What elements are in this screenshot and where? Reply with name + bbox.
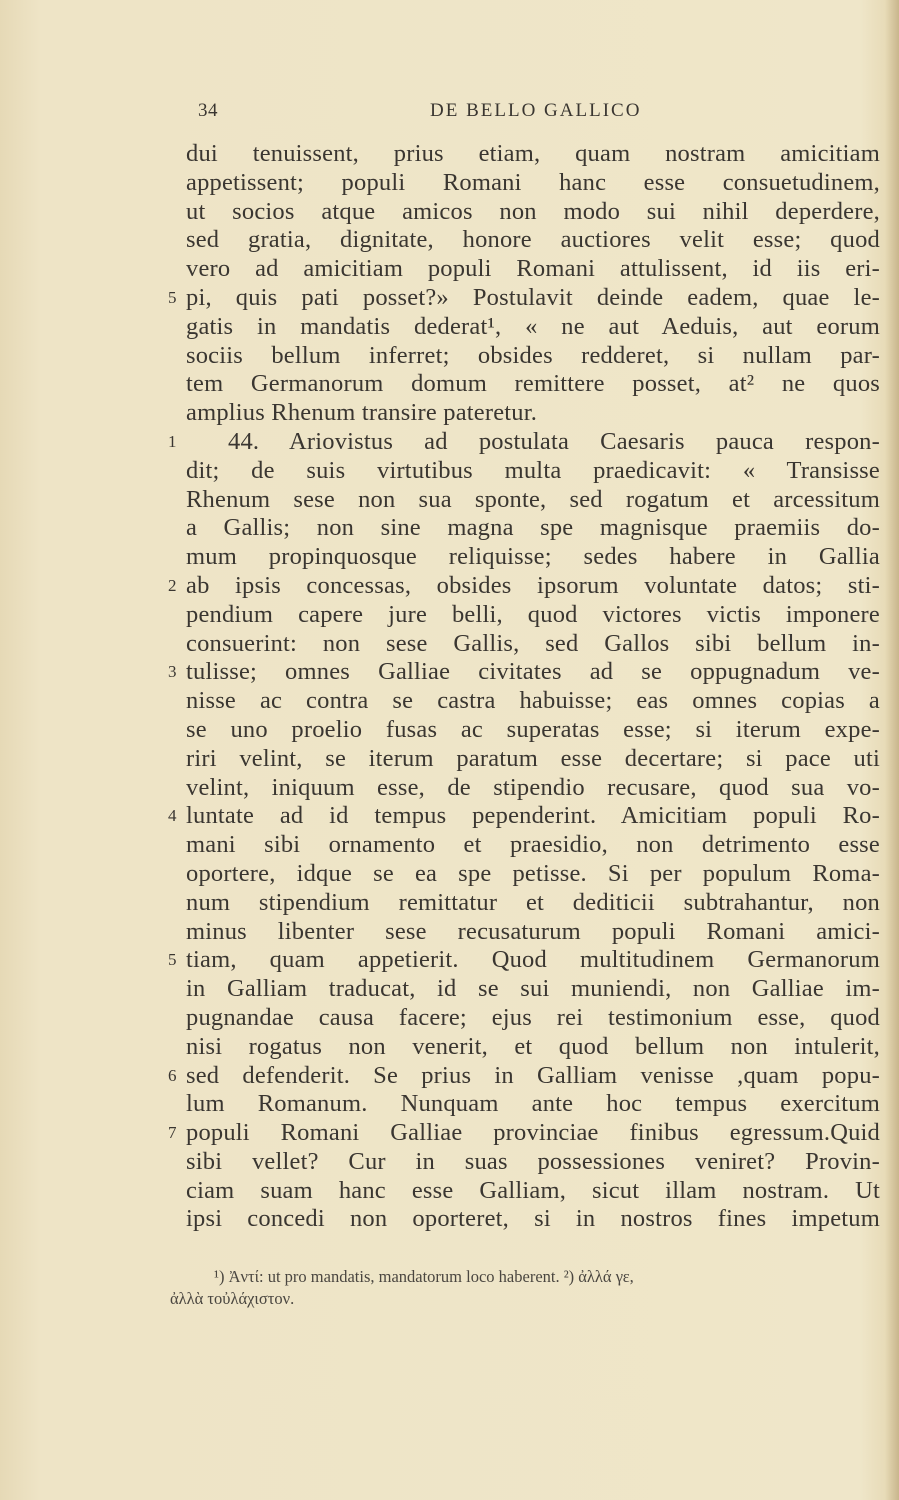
text-line [186,975,880,1004]
text-line [186,889,880,918]
text-line [186,860,880,889]
text-line [186,716,880,745]
text-line [186,745,880,774]
line-text: pi, quis pati posset?» Postulavit deinde eadem, quae le- [186,283,880,311]
text-line [186,774,880,803]
text-line [186,1004,880,1033]
line-text: pendium capere jure belli, quod victores victis imponere [186,600,880,628]
text-line [186,226,880,255]
line-text: in Galliam traducat, id se sui muniendi, non Galliae im- [186,975,880,1003]
margin-line-number: 5 [168,950,177,970]
line-text: tem Germanorum domum remittere posset, at² ne quos [186,370,880,398]
margin-line-number: 2 [168,575,177,595]
text-line [186,342,880,371]
line-text: minus libenter sese recusaturum populi Romani amici- [186,917,880,945]
line-text: num stipendium remittatur et dediticii subtrahantur, non [186,888,880,916]
margin-line-number: 1 [168,431,177,451]
line-text: ut socios atque amicos non modo sui nihil deperdere, [186,197,880,225]
line-text: appetissent; populi Romani hanc esse consuetudinem, [186,168,880,196]
text-line [186,370,880,399]
line-text: dit; de suis virtutibus multa praedicavit: « Transisse [186,456,880,484]
margin-line-number: 3 [168,662,177,682]
line-text: velint, iniquum esse, de stipendio recusare, quod sua vo- [186,773,880,801]
text-line [186,1033,880,1062]
line-text: riri velint, se iterum paratum esse decertare; si pace uti [186,744,880,772]
line-text: sed gratia, dignitate, honore auctiores velit esse; quod [186,226,880,254]
text-line [186,831,880,860]
line-text: a Gallis; non sine magna spe magnisque praemiis do- [186,514,880,542]
footnotes [170,1266,876,1310]
line-text: ipsi concedi non oporteret, si in nostros fines impetum [186,1205,880,1233]
line-text: mani sibi ornamento et praesidio, non detrimento esse [186,831,880,859]
text-line [168,802,880,831]
text-line [168,658,880,687]
line-text: oportere, idque se ea spe petisse. Si per populum Roma- [186,859,880,887]
text-line [168,427,880,457]
margin-line-number: 6 [168,1065,177,1085]
text-line [186,687,880,716]
line-text: gatis in mandatis dederat¹, « ne aut Aeduis, aut eorum [186,312,880,340]
line-text: populi Romani Galliae provinciae finibus egressum.Quid [186,1119,880,1147]
text-line [186,1148,880,1177]
text-line [168,1061,880,1091]
line-text: nisi rogatus non venerit, et quod bellum non intulerit, [186,1032,880,1060]
text-line [186,1177,880,1206]
line-text: luntate ad id tempus pependerint. Amicitiam populi Ro- [186,802,880,830]
line-text: vero ad amicitiam populi Romani attulissent, id iis eri- [186,255,880,283]
text-line [186,313,880,342]
line-text: tulisse; omnes Galliae civitates ad se oppugnadum ve- [186,658,880,686]
line-text: nisse ac contra se castra habuisse; eas omnes copias a [186,687,880,715]
text-line [186,1205,880,1234]
body-text [168,140,880,1234]
margin-line-number: 4 [168,806,177,826]
text-line [186,198,880,227]
text-line [186,543,880,572]
text-line [186,457,880,486]
line-text: ab ipsis concessas, obsides ipsorum voluntate datos; sti- [186,571,880,599]
text-line [186,1090,880,1119]
text-line [186,918,880,947]
page-edge-shadow [885,0,899,1500]
text-line [186,630,880,659]
line-text: pugnandae causa facere; ejus rei testimonium esse, quod [186,1003,880,1031]
page-header [0,100,899,134]
line-text: tiam, quam appetierit. Quod multitudinem Germanorum [186,946,880,974]
text-line [186,514,880,543]
line-text: lum Romanum. Nunquam ante hoc tempus exercitum [186,1090,880,1118]
line-text: sibi vellet? Cur in suas possessiones veniret? Provin- [186,1147,880,1175]
line-text: dui tenuissent, prius etiam, quam nostram amicitiam [186,140,880,167]
text-line [186,399,880,428]
text-line [186,140,880,169]
line-text: sed defenderit. Se prius in Galliam venisse ,quam popu- [186,1061,880,1089]
line-text: se uno proelio fusas ac superatas esse; si iterum expe- [186,715,880,743]
text-line [168,1119,880,1148]
running-title: DE BELLO GALLICO [430,100,642,121]
text-line [168,571,880,601]
margin-line-number: 7 [168,1123,177,1143]
footnote-line: ¹) Ἀντί: ut pro mandatis, mandatorum loco haberent. ²) ἀλλά γε, [214,1267,634,1286]
line-text: mum propinquosque reliquisse; sedes habere in Gallia [186,543,880,571]
text-line [168,283,880,313]
text-line [186,169,880,198]
page-number: 34 [198,100,218,121]
text-line [186,601,880,630]
line-text: sociis bellum inferret; obsides redderet, si nullam par- [186,341,880,369]
text-line [168,946,880,975]
line-text: ciam suam hanc esse Galliam, sicut illam nostram. Ut [186,1176,880,1204]
text-line [186,255,880,284]
text-line [186,486,880,515]
line-text: Rhenum sese non sua sponte, sed rogatum et arcessitum [186,485,880,513]
line-text: consuerint: non sese Gallis, sed Gallos sibi bellum in- [186,629,880,657]
footnote-line: ἀλλὰ τοὐλάχιστον. [170,1289,295,1308]
margin-line-number: 5 [168,287,177,307]
line-text: 44. Ariovistus ad postulata Caesaris pauca respon- [228,427,880,455]
line-text: amplius Rhenum transire pateretur. [186,399,538,427]
